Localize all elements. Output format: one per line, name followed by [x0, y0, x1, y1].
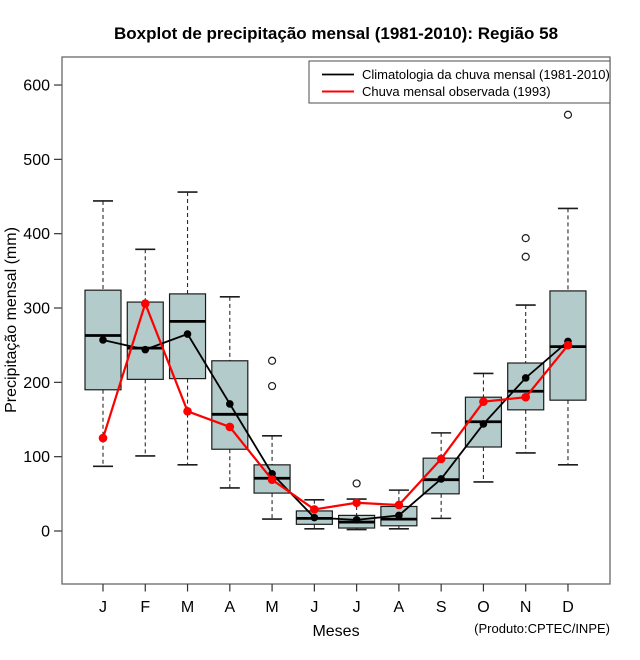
x-axis-tick-label: J [310, 599, 319, 616]
climatology-point [99, 336, 107, 344]
observed-point [99, 434, 108, 443]
legend [309, 61, 610, 103]
source-note: (Produto:CPTEC/INPE) [474, 621, 610, 636]
x-axis-tick-label: N [519, 599, 532, 616]
legend-label-observed: Chuva mensal observada (1993) [362, 84, 551, 99]
y-axis-title: Precipitação mensal (mm) [3, 227, 20, 413]
outlier-point [269, 383, 276, 390]
boxplots-group [85, 111, 586, 529]
x-axis-tick-label: M [265, 599, 279, 616]
observed-point [226, 423, 235, 432]
chart-title: Boxplot de precipitação mensal (1981-2010): Região 58 [113, 24, 559, 43]
observed-point [437, 455, 446, 464]
outlier-point [564, 111, 571, 118]
observed-point [564, 341, 573, 350]
climatology-point [311, 514, 319, 522]
observed-point [310, 505, 319, 514]
x-axis-tick-label: O [477, 599, 490, 616]
x-axis-tick-label: J [99, 599, 107, 616]
outlier-point [522, 253, 529, 260]
y-axis-tick-label: 300 [23, 300, 50, 318]
climatology-point [437, 475, 445, 483]
y-axis-tick-label: 200 [23, 374, 50, 392]
x-axis-tick-label: F [140, 599, 151, 616]
outlier-point [353, 480, 360, 487]
observed-point [479, 397, 488, 406]
climatology-point [395, 512, 403, 520]
y-axis-tick-label: 500 [23, 151, 50, 169]
climatology-point [184, 330, 192, 338]
observed-point [521, 393, 530, 402]
climatology-point [480, 420, 488, 428]
observed-point [268, 475, 277, 484]
observed-point [395, 501, 404, 510]
observed-point [352, 498, 361, 507]
y-axis-tick-label: 100 [23, 449, 50, 467]
y-axis-tick-label: 400 [23, 226, 50, 244]
outlier-point [522, 235, 529, 242]
observed-point [183, 407, 192, 416]
x-axis-tick-label: D [562, 599, 574, 616]
legend-label-climatology: Climatologia da chuva mensal (1981-2010) [362, 67, 610, 82]
x-axis-tick-label: J [352, 599, 361, 616]
climatology-point [226, 400, 234, 408]
observed-point [141, 299, 150, 308]
iqr-box [508, 363, 544, 410]
y-axis-tick-label: 600 [23, 77, 50, 95]
y-axis-tick-label: 0 [41, 523, 50, 541]
x-axis-tick-label: M [180, 599, 195, 616]
climatology-point [522, 374, 530, 382]
x-axis-tick-label: S [435, 599, 447, 616]
x-axis-tick-label: A [224, 599, 236, 616]
outlier-point [269, 357, 276, 364]
x-axis-title: Meses [312, 623, 360, 640]
climatology-point [353, 516, 361, 524]
x-axis-tick-label: A [393, 599, 405, 616]
climatology-point [141, 346, 149, 354]
